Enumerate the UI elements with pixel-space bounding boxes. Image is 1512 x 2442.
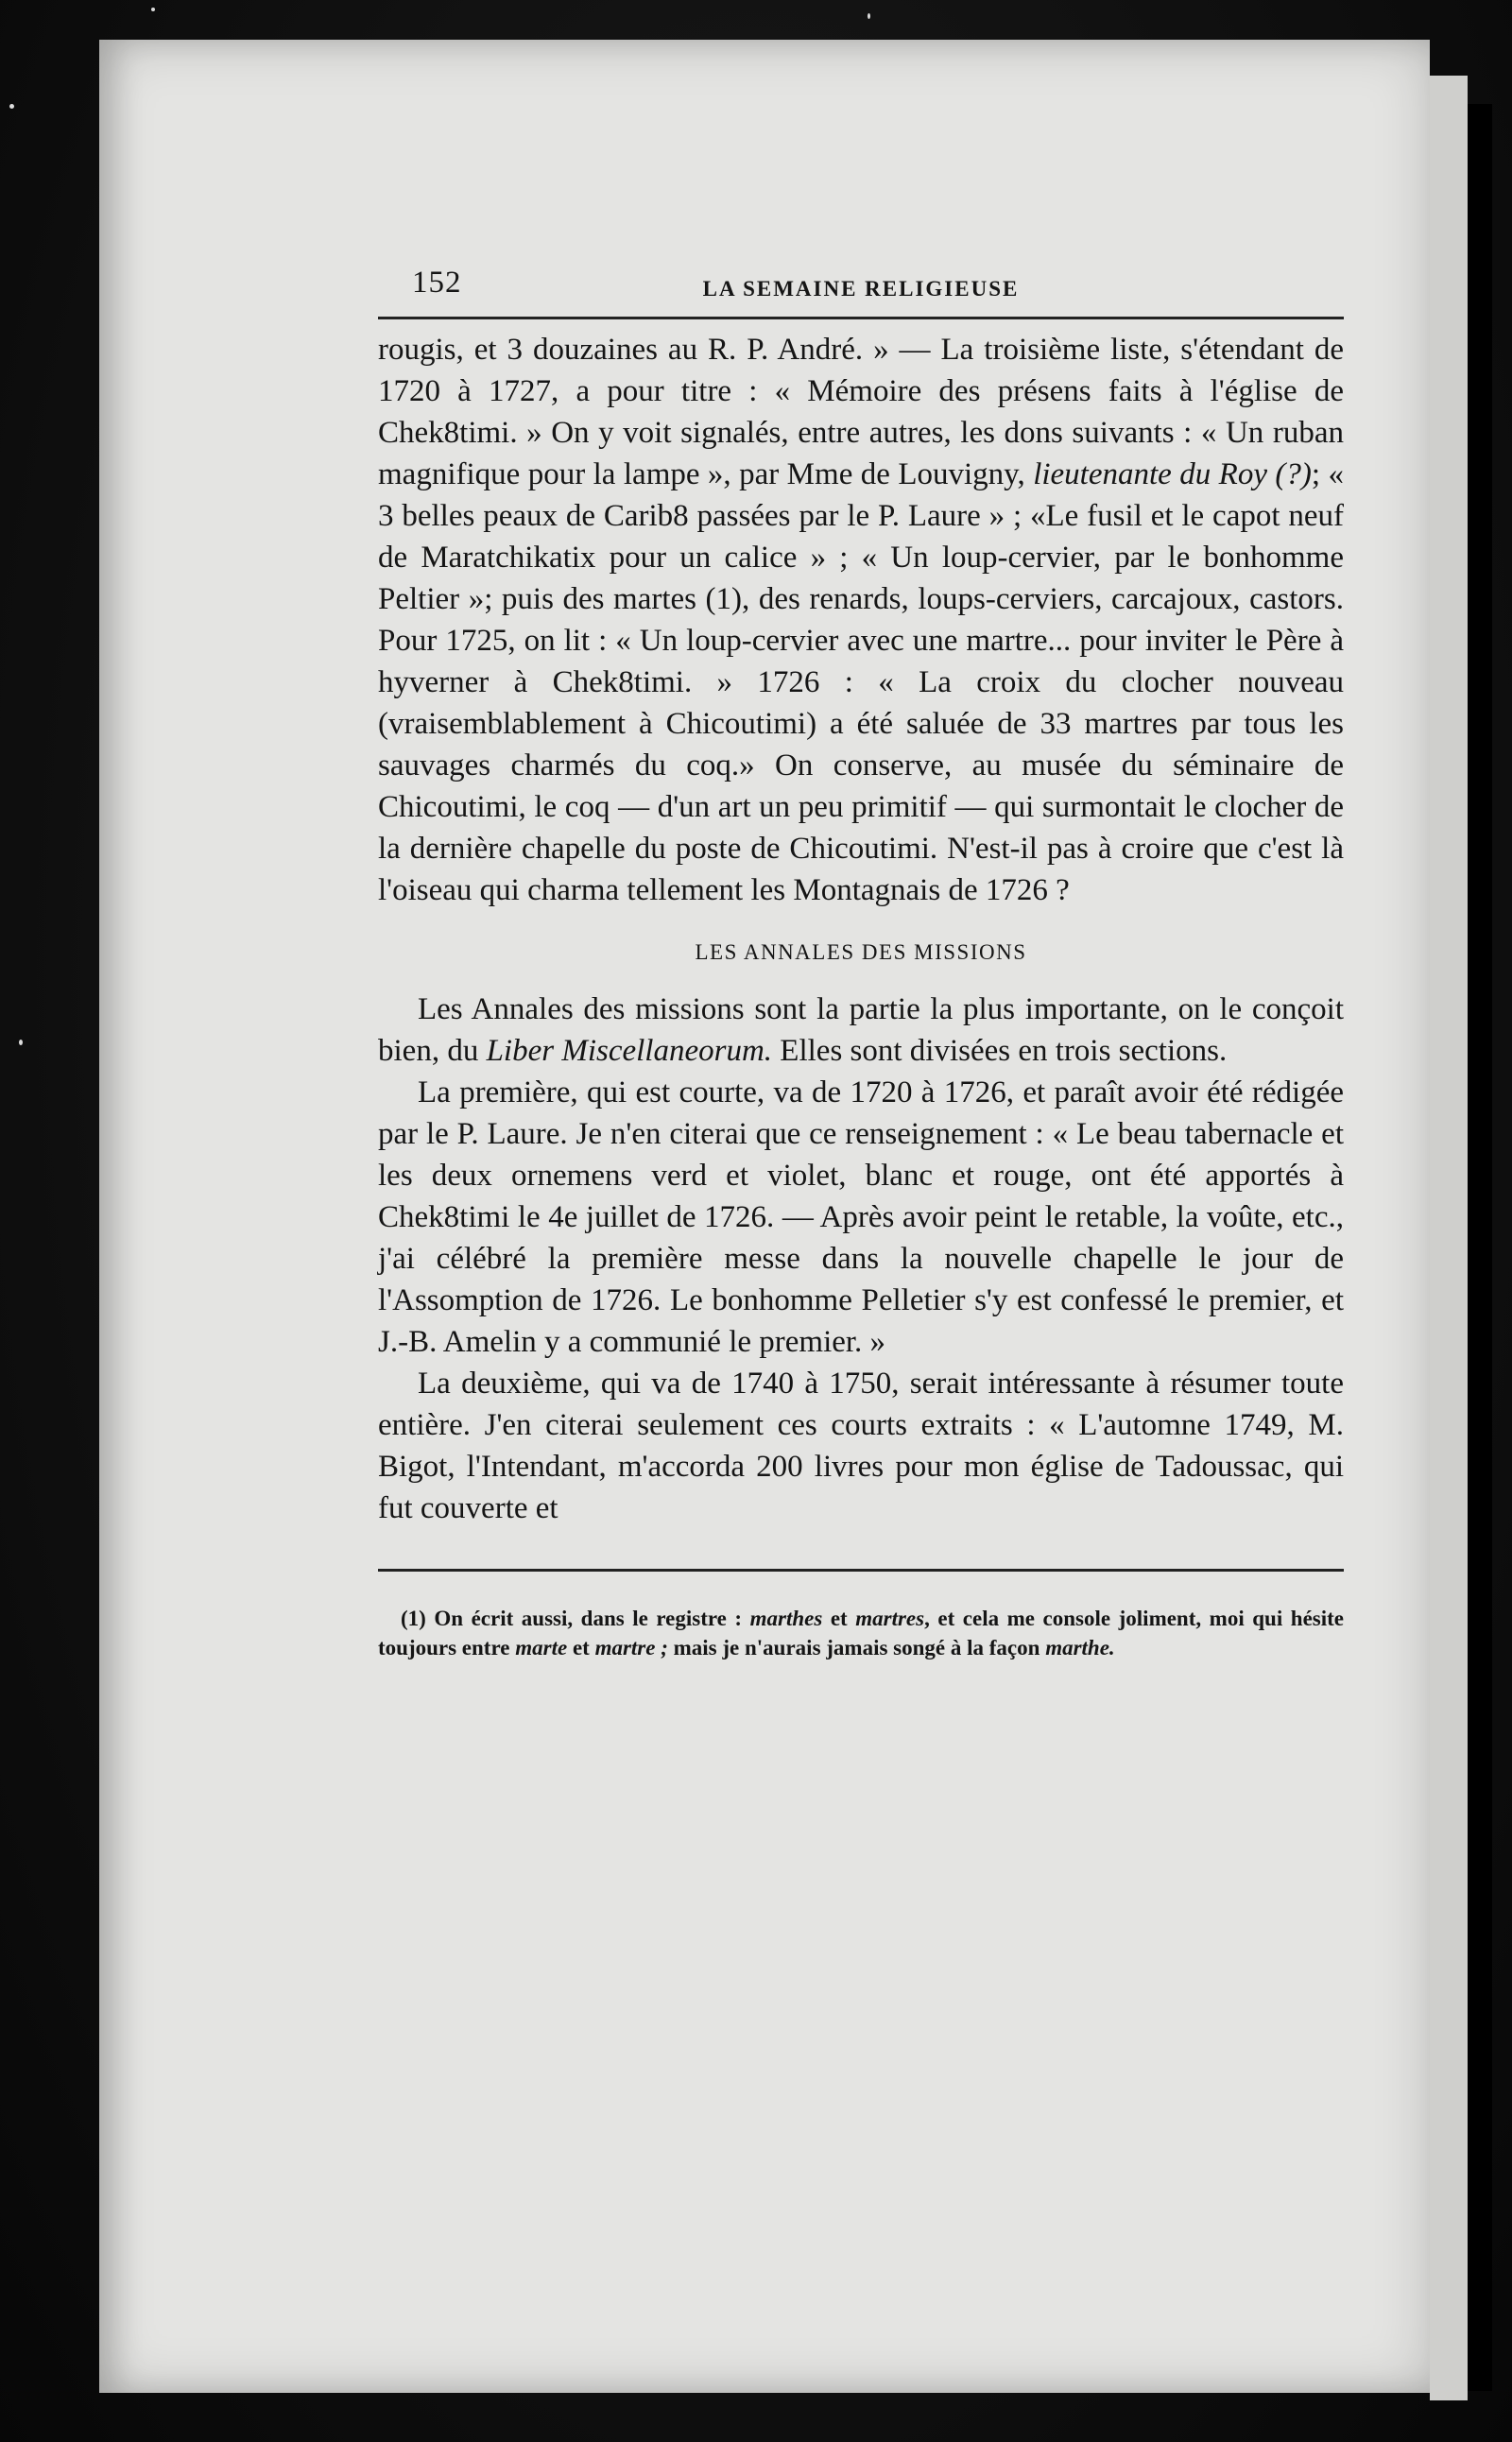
paragraph-3: La première, qui est courte, va de 1720 à 1726, et paraît avoir été rédigée par le P. Laure. Je n'en citerai que ce renseignement : « Le beau tabernacle et les deux ornemens verd et violet, blanc et rouge, ont été apportés à Chek8timi le 4e juillet de 1726. — Après avoir peint le retable, la voûte, etc., j'ai célébré la première messe dans la nouvelle chapelle le jour de l'Assomption de 1726. Le bonhomme Pelletier s'y est confessé le premier, et J.-B. Amelin y a communié le premier. » [378, 1075, 1344, 1359]
footnote-text-1: (1) On écrit aussi, dans le registre : [401, 1607, 750, 1630]
footnote-text-4: et [567, 1636, 595, 1660]
paragraph-1 [378, 329, 1344, 911]
paragraph-1-text-a: rougis, et 3 douzaines au R. P. André. » — La troisième liste, s'étendant de 1720 à 1727, a pour titre : « Mémoire des présens faits à l'église de Chek8timi. » On y voit signalés, entre autres, les dons suivants : « Un ruban magnifique pour la lampe », par Mme de Louvigny, [378, 333, 1344, 491]
footnote-word-3: marte [515, 1636, 568, 1660]
paragraph-4: La deuxième, qui va de 1740 à 1750, serait intéressante à résumer toute entière. J'en citerai seulement ces courts extraits : « L'automne 1749, M. Bigot, l'Intendant, m'accorda 200 livres pour mon église de Tadoussac, qui fut couverte et [378, 1367, 1344, 1525]
footnote-rule [378, 1569, 1344, 1572]
paragraph-2-italic: Liber Miscellaneorum. [486, 1034, 773, 1068]
journal-title: LA SEMAINE RELIGIEUSE [702, 277, 1020, 301]
scan-border-bar [1468, 104, 1492, 2391]
paragraph-2 [378, 989, 1344, 1072]
section-heading: LES ANNALES DES MISSIONS [695, 940, 1027, 964]
footnote-word-2: martres [855, 1607, 925, 1630]
paragraph-2-text-a: Les Annales des missions sont la partie la plus importante, on le conçoit bien, du [378, 992, 1344, 1068]
footnote [378, 1604, 1344, 1662]
footnote-text-2: et [822, 1607, 856, 1630]
footnote-word-1: marthes [749, 1607, 823, 1630]
paragraph-2-text-b: Elles sont divisées en trois sections. [772, 1034, 1228, 1068]
footnote-word-4: martre ; [594, 1636, 668, 1660]
body-text [378, 319, 1344, 1529]
paragraph-1-italic: lieutenante du Roy (?) [1033, 457, 1312, 491]
footnote-text-5: mais je n'aurais jamais songé à la façon [667, 1636, 1046, 1660]
footnote-word-5: marthe. [1045, 1636, 1115, 1660]
page-number: 152 [412, 266, 462, 300]
adjacent-page-edge [1430, 76, 1468, 2400]
footnote-text-3: , et cela me console joliment, moi qui hésite toujours entre [378, 1607, 1344, 1660]
page-content [378, 260, 1344, 1662]
paragraph-1-text-b: ; « 3 belles peaux de Carib8 passées par le P. Laure » ; «Le fusil et le capot neuf de Maratchikatix pour un calice » ; « Un loup-cervier, par le bonhomme Peltier »; puis des martes (1), des renards, loups-cerviers, carcajoux, castors. Pour 1725, on lit : « Un loup-cervier avec une martre... pour inviter le Père à hyverner à Chek8timi. » 1726 : « La croix du clocher nouveau (vraisemblablement à Chicoutimi) a été saluée de 33 martres par tous les sauvages charmés du coq.» On conserve, au musée du séminaire de Chicoutimi, le coq — d'un art un peu primitif — qui surmontait le clocher de la dernière chapelle du poste de Chicoutimi. N'est-il pas à croire que c'est là l'oiseau qui charma tellement les Montagnais de 1726 ? [378, 457, 1344, 907]
running-head [378, 260, 1344, 319]
